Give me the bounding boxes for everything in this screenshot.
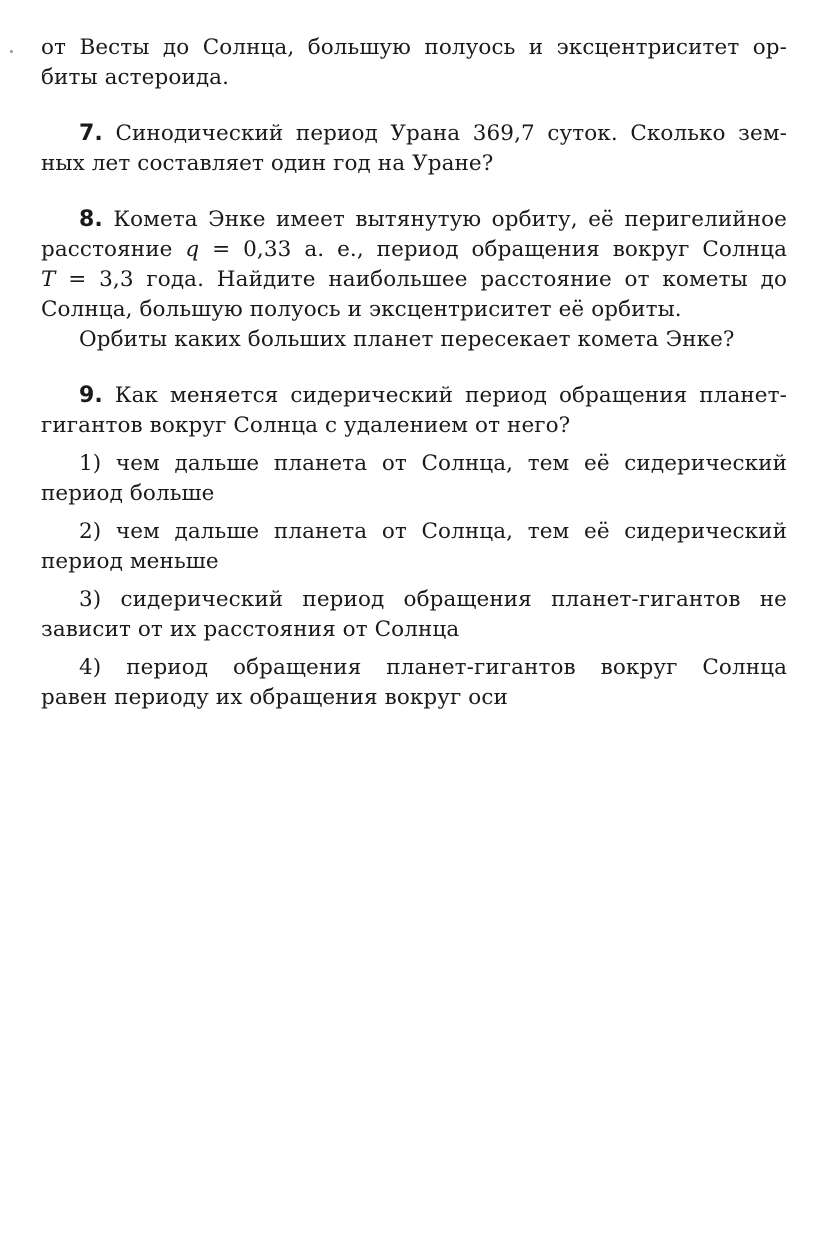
text-fragment: расстояние (41, 237, 186, 262)
text-line: 4) период обращения планет-гигантов вокруг Солнца (79, 655, 787, 680)
task-text: Синодический период Урана 369,7 суток. Сколько зем- (115, 121, 788, 146)
task-7 (41, 119, 787, 179)
text-line: период меньше (41, 549, 219, 574)
task-number: 9. (79, 383, 103, 408)
text-line: 3) сидерический период обращения планет-гигантов не (79, 587, 787, 612)
answer-option (41, 585, 787, 645)
text-fragment: = 3,3 года. Найдите наибольшее расстояние от кометы до (55, 267, 787, 292)
text-line: 1) чем дальше планета от Солнца, тем её сидерический (79, 451, 787, 476)
scan-speck (10, 50, 13, 53)
task-9 (41, 381, 787, 713)
task-8 (41, 205, 787, 355)
task-number: 7. (79, 121, 103, 146)
text-line: Солнца, большую полуось и эксцентриситет её орбиты. (41, 297, 682, 322)
variable-q: q (185, 237, 200, 262)
task-number: 8. (79, 207, 103, 232)
text-line: Орбиты каких больших планет пересекает комета Энке? (79, 327, 735, 352)
textbook-page (41, 33, 787, 713)
text-line: равен периоду их обращения вокруг оси (41, 685, 508, 710)
text-fragment: = 0,33 а. е., период обращения вокруг Солнца (199, 237, 787, 262)
text-line: ных лет составляет один год на Уране? (41, 151, 494, 176)
text-line: период больше (41, 481, 215, 506)
text-line: 2) чем дальше планета от Солнца, тем её сидерический (79, 519, 787, 544)
text-line: от Весты до Солнца, большую полуось и эксцентриситет ор- (41, 35, 787, 60)
answer-option (41, 517, 787, 577)
text-line: гигантов вокруг Солнца с удалением от него? (41, 413, 571, 438)
text-line: зависит от их расстояния от Солнца (41, 617, 460, 642)
text-line: биты астероида. (41, 65, 230, 90)
variable-t: T (41, 267, 56, 292)
continuation-paragraph (41, 33, 787, 93)
answer-option (41, 449, 787, 509)
answer-option (41, 653, 787, 713)
task-text: Как меняется сидерический период обращения планет- (114, 383, 787, 408)
task-text: Комета Энке имеет вытянутую орбиту, её перигелийное (113, 207, 787, 232)
